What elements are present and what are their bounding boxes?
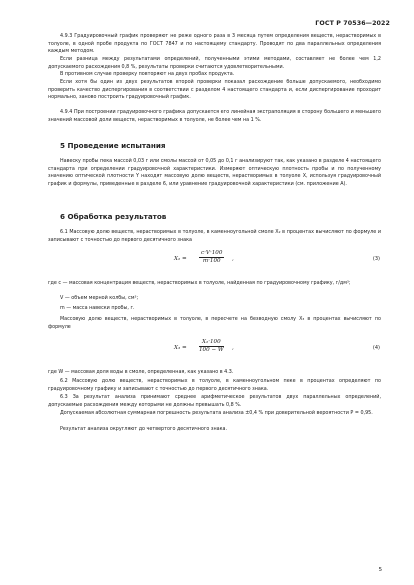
- formula-3: [0, 250, 414, 270]
- paragraph-second-check: Если хотя бы один из двух результатов второй проверки показал расхождение больше допускаемого, необходимо проверить качество диспергирования в соответствии с разделом 4 настоящего стандарта и, если диспергирование проходит нормально, заново построить градуировочный график.: [48, 79, 381, 101]
- paragraph-else-repeat: В противном случае проверку повторяют на двух пробах продукта.: [60, 71, 235, 77]
- formula-4-comma: ,: [232, 345, 234, 351]
- section-5-heading: 5 Проведение испытания: [60, 141, 166, 150]
- formula-3-lhs: X₂ =: [174, 256, 187, 262]
- formula-3-number: (3): [372, 256, 380, 262]
- formula-4: [0, 339, 414, 359]
- clause-6-3: 6.3 За результат анализа принимают среднее арифметическое результатов двух параллельных определений, допускаемые расхождения между которыми не должны превышать 0,8 %.: [48, 394, 381, 408]
- formula-4-number: (4): [372, 345, 380, 351]
- standard-header: ГОСТ Р 70536—2022: [315, 20, 390, 27]
- section-6-heading: 6 Обработка результатов: [60, 212, 167, 221]
- definition-c: где c — массовая концентрация веществ, нерастворимых в толуоле, найденная по градуировочному графику, г/дм³;: [48, 280, 351, 286]
- formula-4-numerator: X₂·100: [199, 339, 224, 347]
- clause-6-1: 6.1 Массовую долю веществ, нерастворимых в толуоле, в каменноугольной смоле X₂ в процентах вычисляют по формуле и записывают с точностью до первого десятичного знака: [48, 229, 381, 243]
- section-5-paragraph: Навеску пробы пека массой 0,03 г или смолы массой от 0,05 до 0,1 г анализируют так, как указано в разделе 4 настоящего стандарта при определении градуировочной характеристики. Измеряют оптическую плотность пробы и по полученному значению оптической плотности Y находят массовую долю веществ, нерастворимых в толуоле X, используя градуировочный график и формулы, приведенные в разделе 6, или уравнение градуировочной характеристики (см. приложение А).: [48, 158, 381, 187]
- formula-3-denominator: m·100: [202, 258, 221, 264]
- paragraph-anhydrous: Массовую долю веществ, нерастворимых в толуоле, в пересчете на безводную смолу X₃ в процентах вычисляют по формуле: [48, 316, 381, 330]
- definition-V: V — объем мерной колбы, см³;: [60, 295, 139, 301]
- paragraph-rounding: Результат анализа округляют до четвертого десятичного знака.: [60, 426, 228, 432]
- formula-3-fraction: [199, 250, 224, 265]
- formula-4-lhs: X₃ =: [174, 345, 187, 351]
- paragraph-error: Допускаемая абсолютная суммарная погрешность результата анализа ±0,4 % при доверительной вероятности P = 0,95.: [60, 410, 373, 416]
- formula-4-fraction: [199, 339, 224, 354]
- paragraph-if-difference: Если разница между результатами определений, полученными этими методами, составляет не более чем 1,2 допускаемого расхождения 0,8 %, результаты проверки считаются удовлетворительными.: [48, 56, 381, 70]
- clause-4-9-3: 4.9.3 Градуировочный график проверяют не реже одного раза в 3 месяца путем определения веществ, нерастворимых в толуоле, в одной пробе продукта по ГОСТ 7847 и по настоящему стандарту. Проводят по два параллельных определения каждым методом.: [48, 33, 381, 55]
- definition-m: m — масса навески пробы, г.: [60, 305, 135, 311]
- formula-3-comma: ,: [232, 256, 234, 262]
- clause-6-2: 6.2 Массовую долю веществ, нерастворимых в толуоле, в каменноугольном пеке в процентах определяют по градуировочному графику и записывают с точностью до первого десятичного знака.: [48, 378, 381, 392]
- clause-4-9-4: 4.9.4 При построении градуировочного графика допускается его линейная экстраполяция в сторону большего и меньшего значений массовой доли веществ, нерастворимых в толуоле, не более чем на 1 %.: [48, 109, 381, 123]
- definition-W: где W — массовая доля воды в смоле, определенная, как указано в 4.3.: [48, 369, 234, 375]
- formula-3-numerator: c·V·100: [201, 250, 223, 256]
- page-number: 5: [378, 567, 382, 573]
- formula-4-denominator: 100 − W: [199, 347, 224, 353]
